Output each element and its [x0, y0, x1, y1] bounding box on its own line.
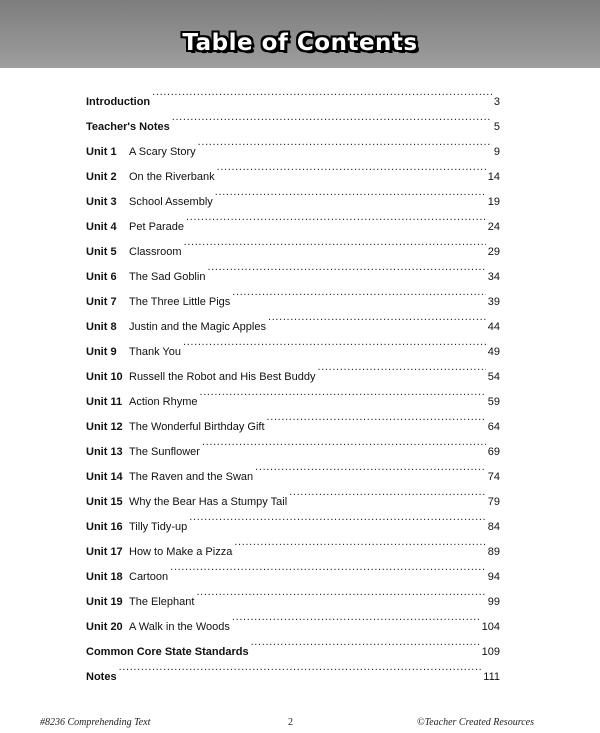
- toc-page-number: 104: [481, 621, 500, 633]
- toc-page-number: 19: [487, 196, 500, 208]
- page-title: Table of Contents: [182, 30, 418, 56]
- toc-unit-label: Unit 3: [86, 196, 117, 208]
- toc-entry-title: On the Riverbank: [129, 171, 215, 183]
- toc-entry-title: Justin and the Magic Apples: [129, 321, 266, 333]
- dot-leader: [189, 505, 485, 530]
- dot-leader: [232, 280, 485, 305]
- footer-copyright: ©Teacher Created Resources: [416, 717, 534, 728]
- toc-entry-title: Action Rhyme: [129, 396, 198, 408]
- dot-leader: [184, 230, 486, 255]
- toc-entry-title: Introduction: [86, 96, 151, 108]
- toc-page-number: 79: [487, 496, 500, 508]
- header-banner: [0, 0, 600, 68]
- toc-entry-title: Teacher's Notes: [86, 121, 170, 133]
- dot-leader: [119, 655, 482, 680]
- dot-leader: [152, 80, 492, 105]
- toc-page-number: 84: [487, 521, 500, 533]
- toc-unit-label: Unit 12: [86, 421, 123, 433]
- toc-entry-title: The Elephant: [129, 596, 195, 608]
- toc-entry-title: Pet Parade: [129, 221, 185, 233]
- toc-unit-label: Unit 16: [86, 521, 123, 533]
- toc-unit-label: Unit 11: [86, 396, 123, 408]
- toc-unit-label: Unit 18: [86, 571, 123, 583]
- toc-page-number: 44: [487, 321, 500, 333]
- footer-page-number: 2: [288, 717, 293, 728]
- toc-unit-label: Unit 8: [86, 321, 117, 333]
- dot-leader: [234, 530, 485, 555]
- dot-leader: [232, 605, 480, 630]
- dot-leader: [318, 355, 486, 380]
- toc-entry-title: The Wonderful Birthday Gift: [129, 421, 265, 433]
- toc-entry-title: The Three Little Pigs: [129, 296, 231, 308]
- dot-leader: [215, 180, 486, 205]
- toc-unit-label: Unit 15: [86, 496, 123, 508]
- toc-page-number: 54: [487, 371, 500, 383]
- toc-page-number: 109: [481, 646, 500, 658]
- toc-entry-title: School Assembly: [129, 196, 213, 208]
- footer-book-title: #8236 Comprehending Text: [40, 717, 151, 728]
- toc-page-number: 14: [487, 171, 500, 183]
- toc-page-number: 64: [487, 421, 500, 433]
- toc-entry-title: Common Core State Standards: [86, 646, 249, 658]
- dot-leader: [196, 580, 485, 605]
- toc-page-number: 34: [487, 271, 500, 283]
- toc-unit-label: Unit 9: [86, 346, 117, 358]
- dot-leader: [251, 630, 480, 655]
- toc-page-number: 5: [493, 121, 500, 133]
- toc-unit-label: Unit 6: [86, 271, 117, 283]
- toc-entry-title: The Raven and the Swan: [129, 471, 254, 483]
- toc-unit-label: Unit 19: [86, 596, 123, 608]
- toc-page-number: 99: [487, 596, 500, 608]
- toc-entry-title: Cartoon: [129, 571, 169, 583]
- toc-entry-title: The Sunflower: [129, 446, 200, 458]
- dot-leader: [172, 105, 492, 130]
- toc-unit-label: Unit 4: [86, 221, 117, 233]
- toc-page-number: 39: [487, 296, 500, 308]
- toc-unit-label: Unit 2: [86, 171, 117, 183]
- toc-unit-label: Unit 17: [86, 546, 123, 558]
- toc-page-number: 3: [493, 96, 500, 108]
- toc-page-number: 59: [487, 396, 500, 408]
- toc-entry-title: Tilly Tidy-up: [129, 521, 188, 533]
- toc-row[interactable]: [86, 80, 500, 108]
- toc-page-number: 94: [487, 571, 500, 583]
- dot-leader: [268, 305, 486, 330]
- toc-page-number: 49: [487, 346, 500, 358]
- toc-entry-title: Why the Bear Has a Stumpy Tail: [129, 496, 288, 508]
- toc-entry-title: The Sad Goblin: [129, 271, 206, 283]
- dot-leader: [255, 455, 486, 480]
- toc-page-number: 74: [487, 471, 500, 483]
- toc-page-number: 111: [483, 671, 500, 683]
- toc-unit-label: Unit 10: [86, 371, 123, 383]
- dot-leader: [183, 330, 486, 355]
- toc-page-number: 69: [487, 446, 500, 458]
- toc-unit-label: Unit 20: [86, 621, 123, 633]
- footer: [0, 717, 600, 731]
- toc-entry-title: A Walk in the Woods: [129, 621, 230, 633]
- dot-leader: [170, 555, 486, 580]
- dot-leader: [289, 480, 486, 505]
- dot-leader: [198, 130, 492, 155]
- dot-leader: [202, 430, 486, 455]
- toc-page-number: 89: [487, 546, 500, 558]
- toc-entry-title: Thank You: [129, 346, 181, 358]
- toc-unit-label: Unit 5: [86, 246, 117, 258]
- toc-page-number: 24: [487, 221, 500, 233]
- toc-unit-label: Unit 13: [86, 446, 123, 458]
- dot-leader: [267, 405, 486, 430]
- toc-unit-label: Unit 14: [86, 471, 123, 483]
- toc-page-number: 29: [487, 246, 500, 258]
- toc-page-number: 9: [493, 146, 500, 158]
- dot-leader: [217, 155, 486, 180]
- dot-leader: [199, 380, 485, 405]
- table-of-contents: [86, 80, 500, 683]
- toc-unit-label: Unit 7: [86, 296, 117, 308]
- toc-entry-title: Russell the Robot and His Best Buddy: [129, 371, 316, 383]
- toc-entry-title: How to Make a Pizza: [129, 546, 233, 558]
- toc-row[interactable]: [86, 655, 500, 683]
- toc-unit-label: Unit 1: [86, 146, 117, 158]
- dot-leader: [186, 205, 486, 230]
- toc-entry-title: A Scary Story: [129, 146, 196, 158]
- toc-entry-title: Classroom: [129, 246, 182, 258]
- toc-entry-title: Notes: [86, 671, 117, 683]
- dot-leader: [207, 255, 485, 280]
